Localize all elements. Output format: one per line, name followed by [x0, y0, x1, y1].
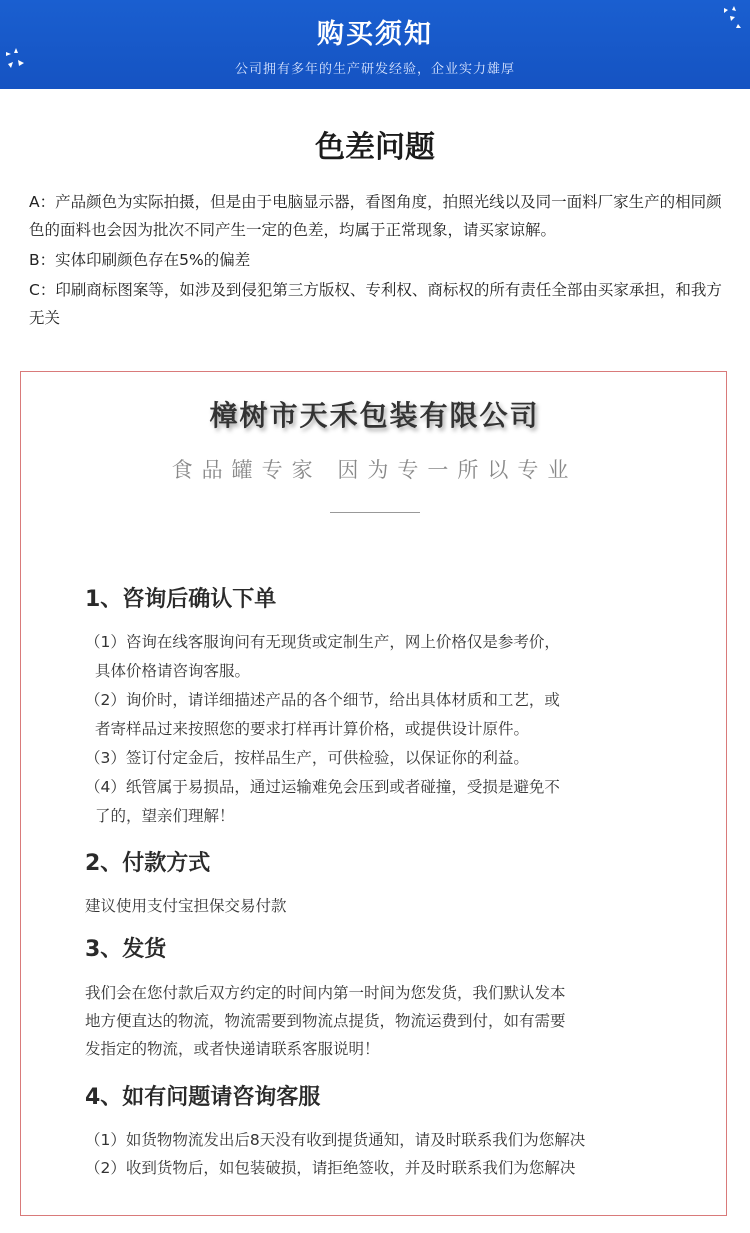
list-item: （4）纸管属于易损品，通过运输难免会压到或者碰撞，受损是避免不: [85, 778, 560, 796]
list-item: （1）咨询在线客服询问有无现货或定制生产，网上价格仅是参考价，: [85, 633, 560, 651]
notice-item-b: B：实体印刷颜色存在5%的偏差: [29, 251, 251, 269]
company-name: 樟树市天禾包装有限公司: [209, 399, 540, 432]
list-item: （3）签订付定金后，按样品生产，可供检验，以保证你的利益。: [85, 749, 529, 767]
section-heading-payment: 2、付款方式: [85, 851, 211, 876]
company-slogan: 食品罐专家 因为专一所以专业: [171, 458, 578, 482]
notice-item-a: A：产品颜色为实际拍摄，但是由于电脑显示器，看图角度，拍照光线以及同一面料厂家生产的相同颜色的面料也会因为批次不同产生一定的色差，均属于正常现象，请买家谅解。: [29, 193, 722, 239]
list-item: 建议使用支付宝担保交易付款: [85, 897, 287, 915]
divider: [330, 512, 420, 513]
notice-item-c: C：印刷商标图案等，如涉及到侵犯第三方版权、专利权、商标权的所有责任全部由买家承担，和我方无关: [29, 281, 722, 327]
company-info-card: [20, 371, 727, 1216]
list-item: 发指定的物流，或者快递请联系客服说明！: [85, 1040, 380, 1058]
section-heading-shipping: 3、发货: [85, 937, 167, 962]
banner-subtitle: 公司拥有多年的生产研发经验，企业实力雄厚: [234, 62, 515, 77]
section-heading-contact: 4、如有问题请咨询客服: [85, 1085, 321, 1110]
section-heading-order: 1、咨询后确认下单: [85, 587, 277, 612]
list-item: 者寄样品过来按照您的要求打样再计算价格，或提供设计原件。: [95, 720, 530, 738]
color-difference-title: 色差问题: [315, 130, 435, 165]
sparkle-icon: [714, 4, 744, 34]
banner-title: 购买须知: [317, 19, 433, 50]
header-banner: [0, 0, 750, 89]
list-item: 我们会在您付款后双方约定的时间内第一时间为您发货，我们默认发本: [85, 984, 566, 1002]
list-item: 具体价格请咨询客服。: [95, 662, 251, 680]
list-item: 了的，望亲们理解！: [95, 807, 235, 825]
list-item: （1）如货物物流发出后8天没有收到提货通知，请及时联系我们为您解决: [85, 1131, 586, 1149]
list-item: 地方便直达的物流，物流需要到物流点提货，物流运费到付，如有需要: [85, 1012, 566, 1030]
list-item: （2）询价时，请详细描述产品的各个细节，给出具体材质和工艺，或: [85, 691, 560, 709]
list-item: （2）收到货物后，如包装破损，请拒绝签收，并及时联系我们为您解决: [85, 1159, 576, 1177]
